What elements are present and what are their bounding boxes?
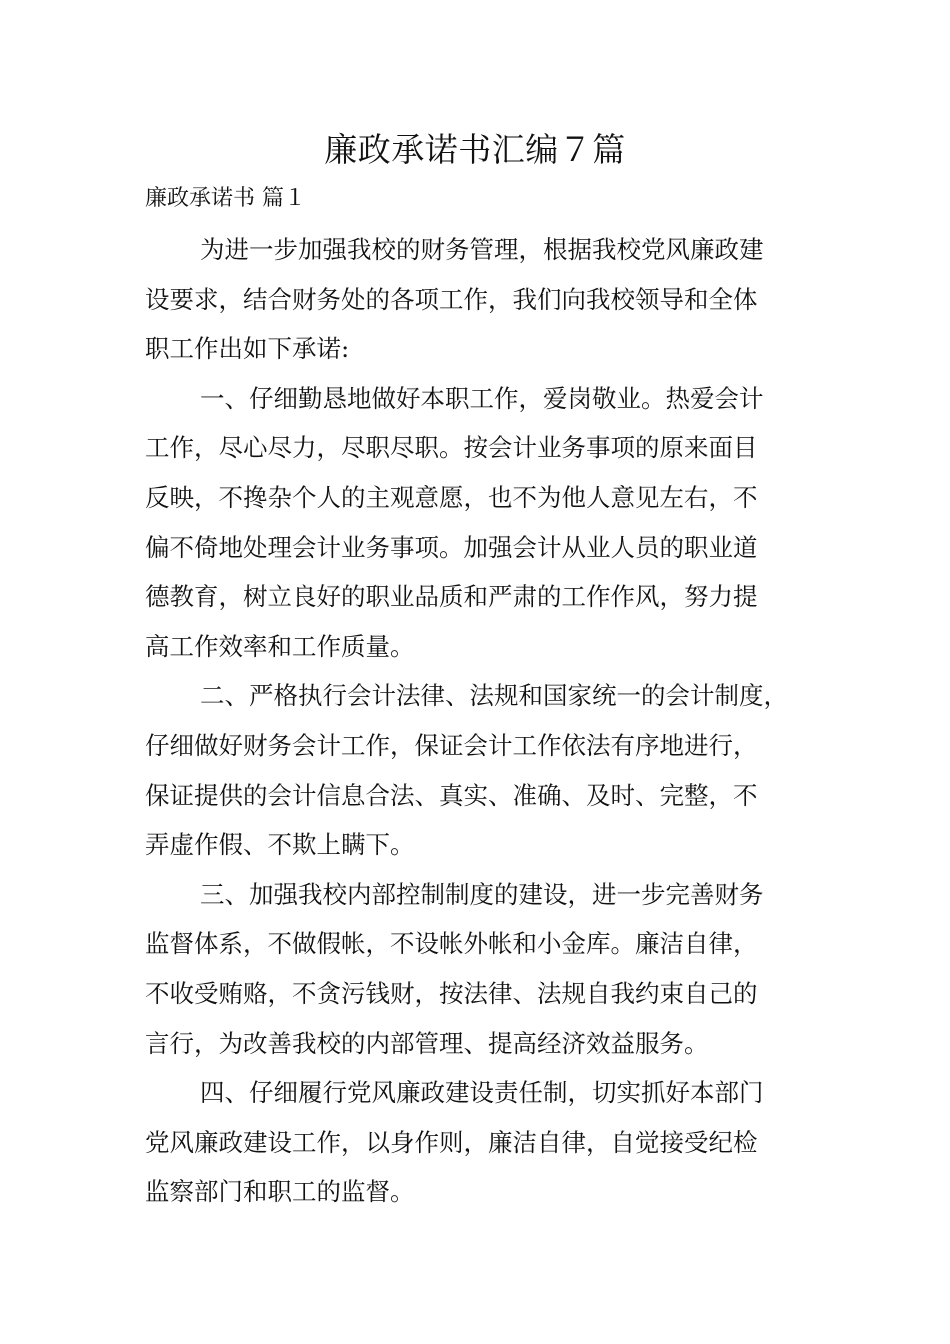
document-title: 廉政承诺书汇编７篇 <box>324 130 626 169</box>
document-body <box>145 225 815 1217</box>
paragraph-line: 不收受贿赂，不贪污钱财，按法律、法规自我约束自己的 <box>145 978 758 1008</box>
paragraph-line: 高工作效率和工作质量。 <box>145 631 415 661</box>
section-heading: 廉政承诺书 篇１ <box>145 186 306 211</box>
paragraph-line: 三、加强我校内部控制制度的建设，进一步完善财务 <box>200 879 764 909</box>
paragraph-line: 党风廉政建设工作，以身作则，廉洁自律，自觉接受纪检 <box>145 1127 758 1157</box>
paragraph-line: 一、仔细勤恳地做好本职工作，爱岗敬业。热爱会计 <box>200 383 764 413</box>
paragraph-line: 监察部门和职工的监督。 <box>145 1177 415 1207</box>
paragraph-item-4 <box>145 1068 815 1217</box>
paragraph-line: 弄虚作假、不欺上瞒下。 <box>145 830 415 860</box>
paragraph-line: 为进一步加强我校的财务管理，根据我校党风廉政建 <box>200 235 764 264</box>
paragraph-line: 德教育，树立良好的职业品质和严肃的工作作风，努力提 <box>145 582 758 612</box>
paragraph-item-2 <box>145 671 815 869</box>
paragraph-line: 职工作出如下承诺: <box>145 334 350 364</box>
paragraph-line: 偏不倚地处理会计业务事项。加强会计从业人员的职业道 <box>145 532 758 562</box>
paragraph-item-1 <box>145 374 815 672</box>
paragraph-intro <box>145 225 815 374</box>
paragraph-line: 保证提供的会计信息合法、真实、准确、及时、完整，不 <box>145 780 758 810</box>
paragraph-line: 四、仔细履行党风廉政建设责任制，切实抓好本部门 <box>200 1078 764 1108</box>
paragraph-line: 仔细做好财务会计工作，保证会计工作依法有序地进行， <box>145 730 758 760</box>
paragraph-line: 设要求，结合财务处的各项工作，我们向我校领导和全体 <box>145 284 758 314</box>
paragraph-item-3 <box>145 870 815 1068</box>
paragraph-line: 工作，尽心尽力，尽职尽职。按会计业务事项的原来面目 <box>145 433 758 463</box>
paragraph-line: 监督体系，不做假帐，不设帐外帐和小金库。廉洁自律， <box>145 929 758 959</box>
paragraph-line: 言行，为改善我校的内部管理、提高经济效益服务。 <box>145 1028 709 1058</box>
paragraph-line: 二、严格执行会计法律、法规和国家统一的会计制度， <box>200 681 788 711</box>
paragraph-line: 反映，不搀杂个人的主观意愿，也不为他人意见左右，不 <box>145 482 758 512</box>
